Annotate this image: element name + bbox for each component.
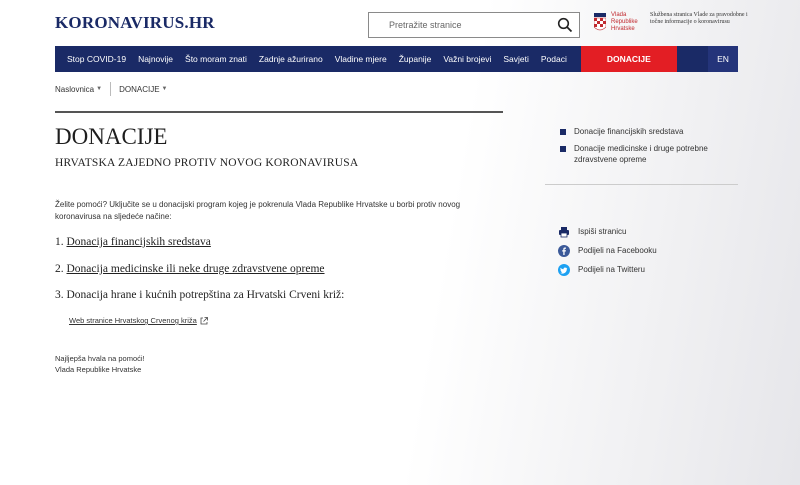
nav-item-donacije[interactable]: DONACIJE	[581, 46, 677, 72]
sidebar-item-label: Donacije financijskih sredstava	[574, 127, 684, 136]
facebook-label: Podijeli na Facebooku	[578, 246, 657, 255]
closing-signature: Vlada Republike Hrvatske	[55, 365, 142, 374]
nav-item-stop-covid[interactable]: Stop COVID-19	[67, 54, 127, 64]
nav-item-vladine-mjere[interactable]: Vladine mjere	[334, 54, 387, 64]
government-description: Službena stranica Vlade za pravodobne i točne informacije o koronavirusu	[650, 12, 748, 25]
croatian-coat-of-arms-icon	[594, 13, 606, 33]
twitter-label: Podijeli na Twitteru	[578, 265, 645, 274]
breadcrumb-home[interactable]	[55, 85, 102, 94]
print-label: Ispiši stranicu	[578, 227, 627, 236]
sidebar-item-medical[interactable]	[560, 143, 740, 165]
sidebar-divider	[545, 184, 738, 185]
donation-option-3: 3. Donacija hrane i kućnih potrepština za Hrvatski Crveni križ:	[55, 289, 345, 301]
page-subtitle: HRVATSKA ZAJEDNO PROTIV NOVOG KORONAVIRUSA	[55, 157, 359, 169]
search-icon[interactable]	[557, 17, 573, 33]
nav-item-sto-moram-znati[interactable]: Što moram znati	[185, 54, 247, 64]
donation-option-2-number: 2.	[55, 263, 64, 275]
print-page-button[interactable]	[558, 222, 657, 241]
closing-thanks: Najljepša hvala na pomoći!	[55, 354, 145, 363]
breadcrumb-current[interactable]	[119, 85, 167, 94]
language-switch-en[interactable]: EN	[708, 46, 738, 72]
breadcrumb-divider	[110, 82, 111, 96]
title-divider	[55, 111, 503, 113]
twitter-icon	[558, 264, 570, 276]
square-bullet-icon	[560, 146, 566, 152]
nav-item-najnovije[interactable]: Najnovije	[138, 54, 174, 64]
government-name: Vlada Republike Hrvatske	[611, 12, 638, 32]
nav-item-vazni-brojevi[interactable]: Važni brojevi	[443, 54, 492, 64]
share-facebook-button[interactable]	[558, 241, 657, 260]
sidebar-item-label: Donacije medicinske i druge potrebne zdravstvene opreme	[574, 144, 708, 164]
financial-donation-link[interactable]: Donacija financijskih sredstava	[66, 236, 211, 248]
facebook-icon	[558, 245, 570, 257]
closing-message	[55, 353, 145, 375]
donation-option-2	[55, 263, 325, 275]
red-cross-link-label: Web stranice Hrvatskog Crvenog križa	[69, 316, 197, 325]
sidebar-links	[560, 126, 740, 171]
chevron-down-icon: ▼	[96, 86, 103, 92]
breadcrumb	[55, 82, 168, 96]
page-title: DONACIJE	[55, 124, 168, 149]
nav-item-podaci[interactable]: Podaci	[540, 54, 567, 64]
nav-item-zadnje-azurirano[interactable]: Zadnje ažurirano	[258, 54, 323, 64]
search-input[interactable]	[369, 13, 539, 37]
site-logo[interactable]: KORONAVIRUS.HR	[55, 13, 215, 32]
printer-icon	[558, 226, 570, 238]
medical-equipment-donation-link[interactable]: Donacija medicinske ili neke druge zdravstvene opreme	[66, 263, 325, 275]
share-actions	[558, 222, 657, 279]
government-badge[interactable]	[594, 12, 748, 38]
main-navigation	[55, 46, 738, 72]
breadcrumb-home-label: Naslovnica	[55, 84, 95, 94]
share-twitter-button[interactable]	[558, 260, 657, 279]
site-header	[0, 0, 800, 46]
nav-item-savjeti[interactable]: Savjeti	[503, 54, 529, 64]
nav-item-zupanije[interactable]: Županije	[398, 54, 432, 64]
donation-option-1-number: 1.	[55, 236, 64, 248]
search-box	[368, 12, 580, 38]
square-bullet-icon	[560, 129, 566, 135]
red-cross-website-link[interactable]	[69, 316, 208, 325]
intro-text: Želite pomoći? Uključite se u donacijski program kojeg je pokrenula Vlada Republike Hrvatske u borbi protiv novog koronavirusa na sljedeće načine:	[55, 200, 461, 221]
external-link-icon	[200, 317, 208, 325]
donation-option-1	[55, 236, 211, 248]
sidebar-item-financial[interactable]	[560, 126, 740, 137]
chevron-down-icon: ▼	[161, 86, 168, 92]
breadcrumb-current-label: DONACIJE	[119, 84, 160, 94]
